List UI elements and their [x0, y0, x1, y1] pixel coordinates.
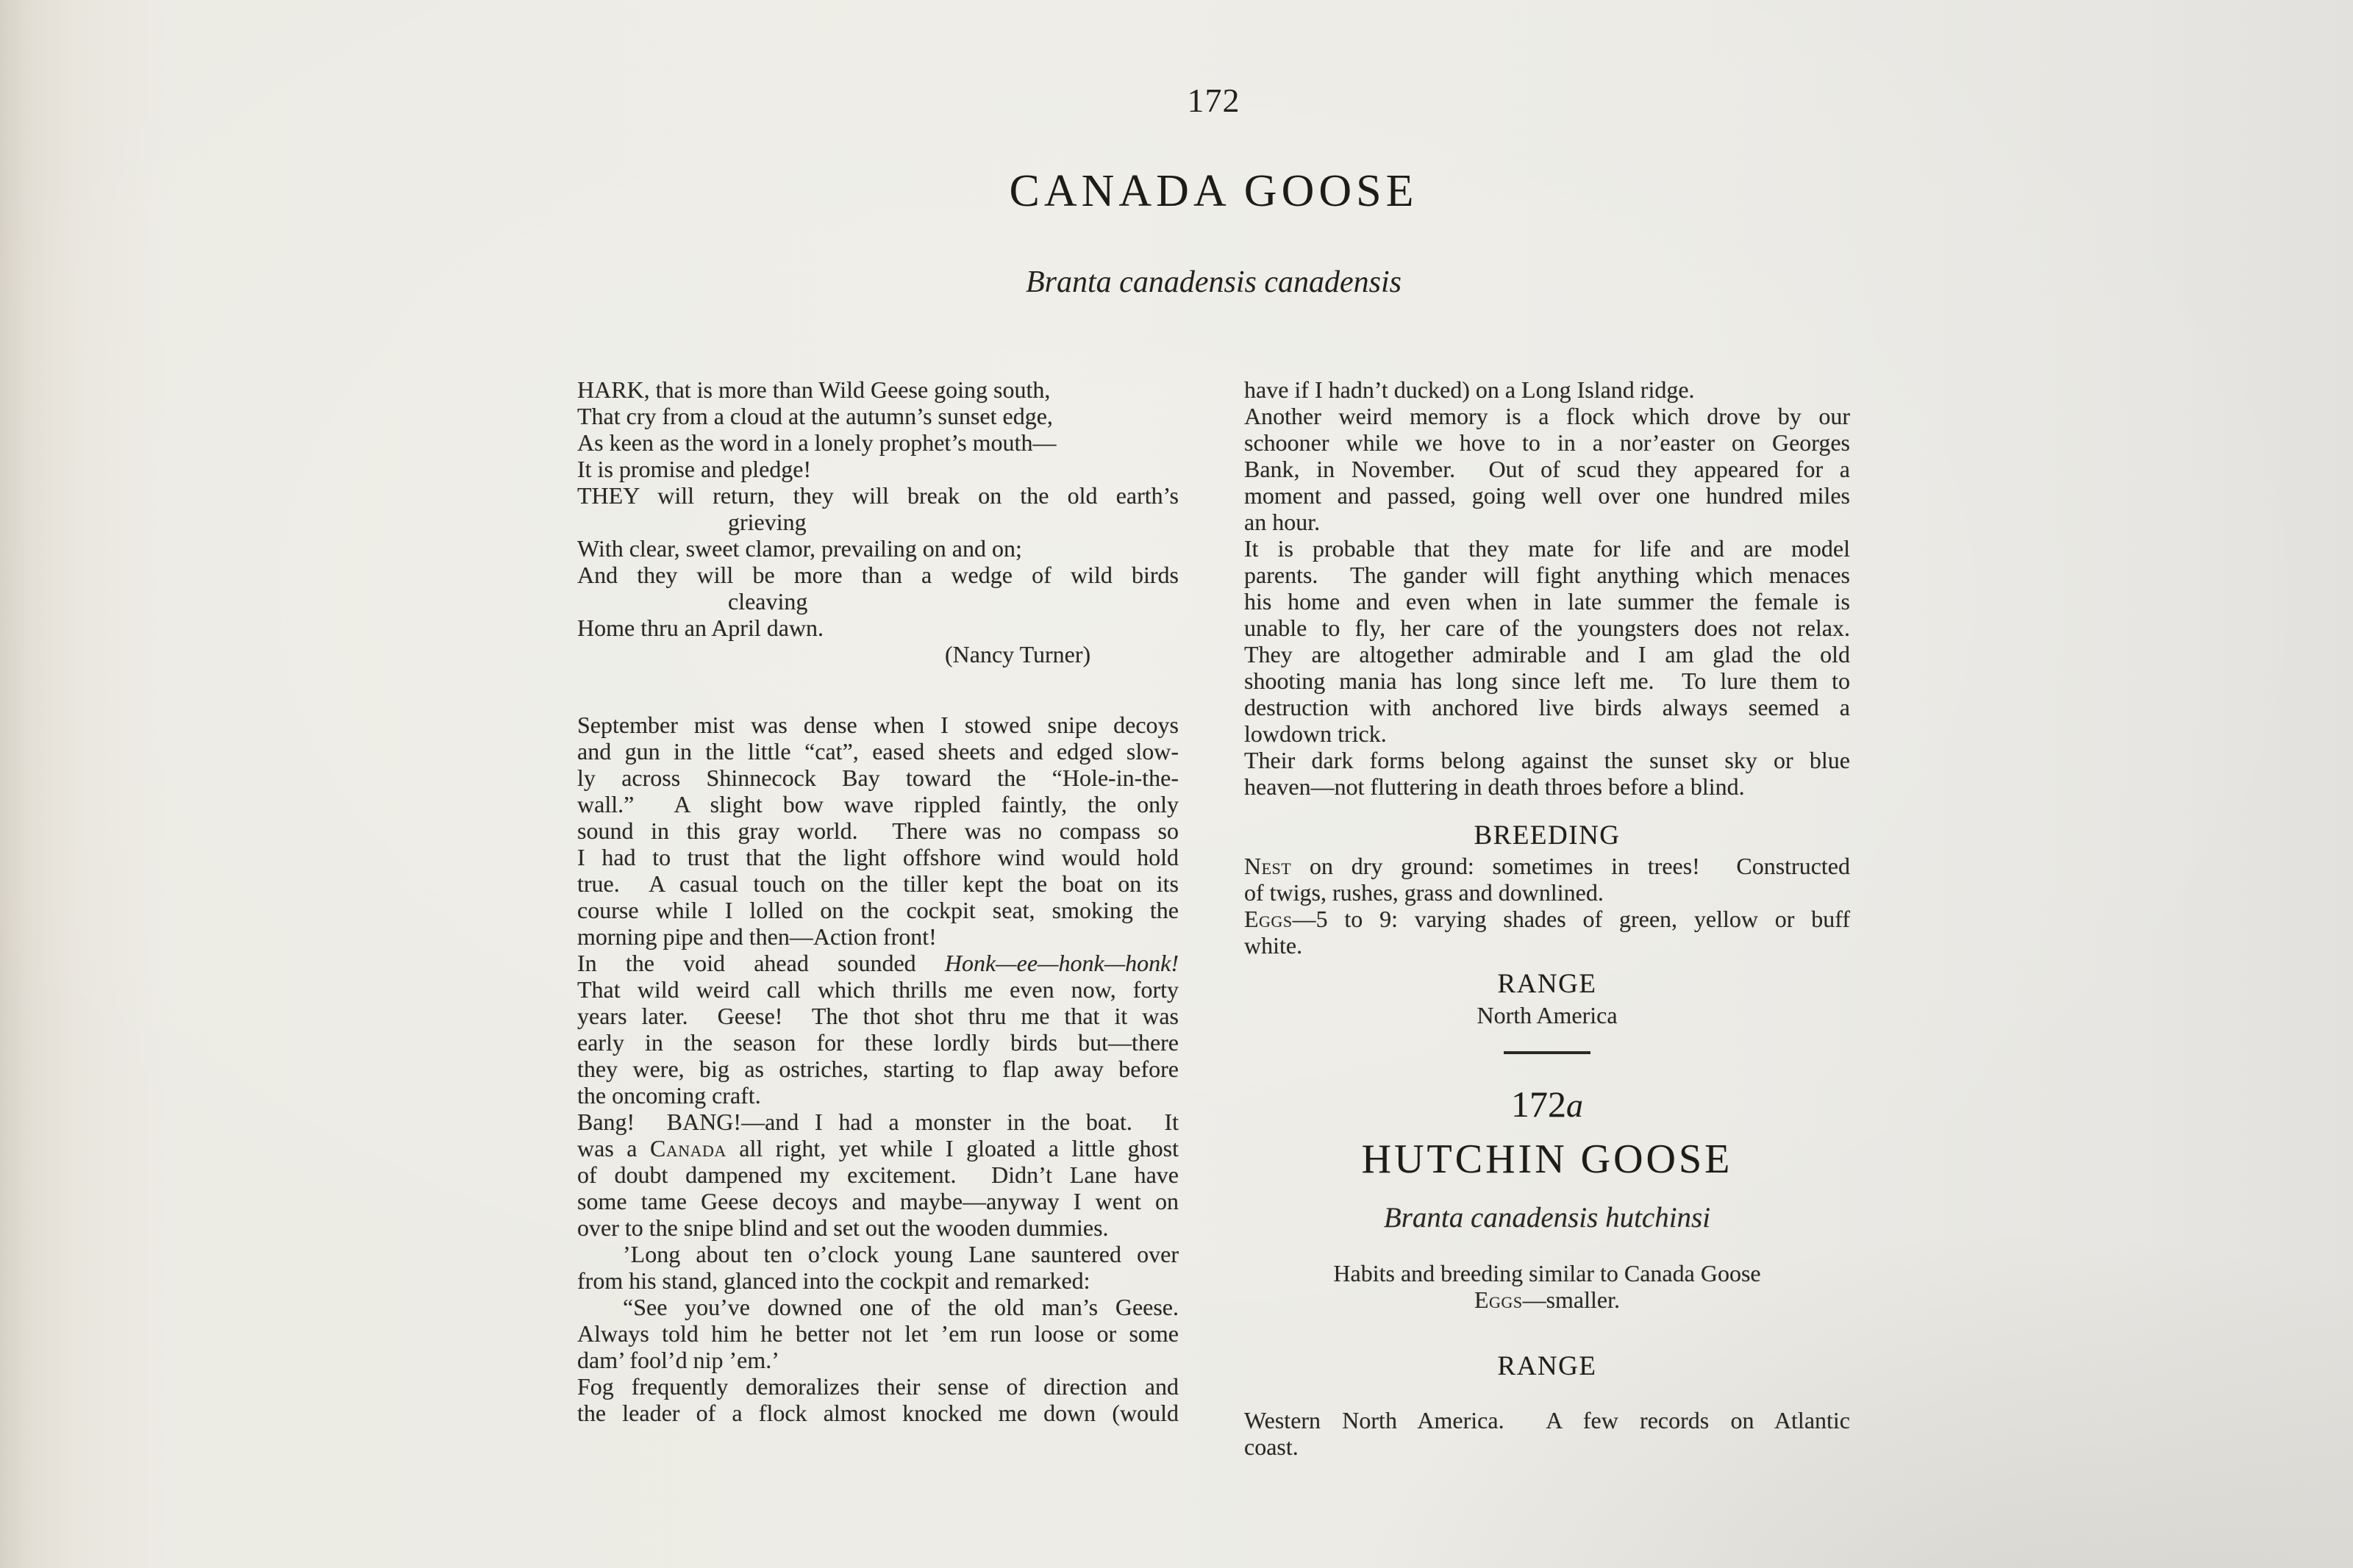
text-line: moment and passed, going well over one hundred miles	[1244, 482, 1850, 509]
hutchin-title: HUTCHIN GOOSE	[1361, 1136, 1733, 1182]
text-line: I had to trust that the light offshore wind would hold	[577, 844, 1179, 870]
text-line: Eggs—5 to 9: varying shades of green, yellow or buff	[1244, 906, 1850, 932]
text-line: course while I lolled on the cockpit seat, smoking the	[577, 897, 1179, 923]
text-line: heaven—not fluttering in death throes before a blind.	[1244, 773, 1745, 800]
paragraph	[1244, 1407, 1850, 1460]
paragraph	[1244, 535, 1850, 747]
text-line: THEY will return, they will break on the old earth’s	[577, 482, 1179, 509]
text-line: Nest on dry ground: sometimes in trees! Constructed	[1244, 853, 1850, 879]
text-line: his home and even when in late summer the female is	[1244, 588, 1850, 615]
paragraph	[1244, 906, 1850, 959]
hutchin-range-text	[1244, 1407, 1850, 1460]
text-line: (Nancy Turner)	[945, 641, 1091, 667]
text-line: ly across Shinnecock Bay toward the “Hole-in-the-	[577, 765, 1179, 791]
text-line: In the void ahead sounded Honk—ee—honk—honk!	[577, 950, 1179, 976]
text-line: years later. Geese! The thot shot thru me that it was	[577, 1003, 1179, 1029]
text-line: sound in this gray world. There was no compass so	[577, 817, 1179, 844]
text-line: destruction with anchored live birds always seemed a	[1244, 694, 1850, 720]
hutchin-number-suffix: a	[1566, 1086, 1583, 1124]
text-line: Home thru an April dawn.	[577, 615, 824, 641]
text-line: Another weird memory is a flock which drove by our	[1244, 403, 1850, 429]
text-line: of doubt dampened my excitement. Didn’t Lane have	[577, 1161, 1179, 1188]
text-line: unable to fly, her care of the youngsters does not relax.	[1244, 615, 1850, 641]
breeding-heading: BREEDING	[1474, 820, 1621, 851]
paragraph	[577, 1373, 1179, 1426]
text-line: As keen as the word in a lonely prophet’s mouth—	[577, 429, 1057, 456]
text-line: September mist was dense when I stowed snipe decoys	[577, 712, 1179, 738]
text-line: shooting mania has long since left me. To lure them to	[1244, 667, 1850, 694]
text-line: was a Canada all right, yet while I gloated a little ghost	[577, 1135, 1179, 1161]
hutchin-number	[1244, 1084, 1850, 1126]
text-line: they were, big as ostriches, starting to flap away before	[577, 1056, 1179, 1082]
range-heading: RANGE	[1497, 969, 1597, 999]
hutchin-range-heading: RANGE	[1497, 1351, 1597, 1381]
text-line: schooner while we hove to in a nor’easter on Georges	[1244, 429, 1850, 456]
text-line: ’Long about ten o’clock young Lane sauntered over	[623, 1241, 1179, 1267]
text-line: Bang! BANG!—and I had a monster in the boat. It	[577, 1109, 1179, 1135]
hutchin-number-digits: 172	[1511, 1084, 1566, 1125]
text-line: That cry from a cloud at the autumn’s sunset edge,	[577, 403, 1053, 429]
range-text: North America	[1477, 1002, 1618, 1028]
text-line: Always told him he better not let ’em run loose or some	[577, 1320, 1179, 1347]
paragraph	[1244, 376, 1850, 403]
hutchin-latin-name: Branta canadensis hutchinsi	[1383, 1202, 1711, 1234]
text-line: “See you’ve downed one of the old man’s Geese.	[623, 1294, 1179, 1320]
paragraph	[577, 1109, 1179, 1241]
text-line: and gun in the little “cat”, eased sheets and edged slow-	[577, 738, 1179, 765]
text-line: true. A casual touch on the tiller kept the boat on its	[577, 870, 1179, 897]
text-line: That wild weird call which thrills me even now, forty	[577, 976, 1179, 1003]
text-line: the oncoming craft.	[577, 1082, 761, 1109]
breeding-text	[1244, 853, 1850, 959]
text-line: have if I hadn’t ducked) on a Long Island ridge.	[1244, 376, 1695, 403]
divider-rule	[1504, 1051, 1590, 1054]
text-line: And they will be more than a wedge of wild birds	[577, 562, 1179, 588]
paragraph	[1244, 747, 1850, 800]
right-column	[1244, 376, 1850, 1460]
text-line: morning pipe and then—Action front!	[577, 923, 937, 950]
paragraph	[577, 950, 1179, 1109]
text-line: Western North America. A few records on Atlantic	[1244, 1407, 1850, 1433]
text-line: some tame Geese decoys and maybe—anyway I went on	[577, 1188, 1179, 1214]
left-column	[577, 376, 1179, 1426]
paragraph	[577, 712, 1179, 950]
page-number: 172	[1187, 82, 1240, 119]
text-line: HARK, that is more than Wild Geese going south,	[577, 376, 1051, 403]
text-line: coast.	[1244, 1433, 1299, 1460]
paragraph	[1244, 403, 1850, 535]
species-latin-name: Branta canadensis canadensis	[1026, 265, 1402, 299]
text-line: white.	[1244, 932, 1303, 959]
text-line: dam’ fool’d nip ’em.’	[577, 1347, 779, 1373]
text-line: lowdown trick.	[1244, 720, 1387, 747]
text-line: grieving	[728, 509, 807, 535]
text-line: over to the snipe blind and set out the wooden dummies.	[577, 1214, 1109, 1241]
text-line: wall.” A slight bow wave rippled faintly, the only	[577, 791, 1179, 817]
text-line: early in the season for these lordly birds but—there	[577, 1029, 1179, 1056]
text-line: They are altogether admirable and I am glad the old	[1244, 641, 1850, 667]
text-line: It is probable that they mate for life and are model	[1244, 535, 1850, 562]
text-line: Bank, in November. Out of scud they appeared for a	[1244, 456, 1850, 482]
text-line: Fog frequently demoralizes their sense of direction and	[577, 1373, 1179, 1400]
text-line: of twigs, rushes, grass and downlined.	[1244, 879, 1604, 906]
paragraph	[1244, 853, 1850, 906]
paragraph	[577, 1241, 1179, 1294]
text-line: an hour.	[1244, 509, 1321, 535]
text-line: parents. The gander will fight anything which menaces	[1244, 562, 1850, 588]
left-column-paragraphs	[577, 712, 1179, 1426]
text-line: cleaving	[728, 588, 808, 615]
paragraph	[577, 1294, 1179, 1373]
text-line: from his stand, glanced into the cockpit and remarked:	[577, 1267, 1090, 1294]
text-line: Their dark forms belong against the sunset sky or blue	[1244, 747, 1850, 773]
hutchin-habits-text: Habits and breeding similar to Canada Goose	[1333, 1260, 1761, 1286]
right-column-paragraphs	[1244, 376, 1850, 800]
poem	[577, 376, 1179, 667]
text-line: the leader of a flock almost knocked me down (would	[577, 1400, 1179, 1426]
text-line: With clear, sweet clamor, prevailing on and on;	[577, 535, 1022, 562]
page-title: CANADA GOOSE	[1009, 166, 1418, 216]
text-line: It is promise and pledge!	[577, 456, 812, 482]
hutchin-eggs-text: Eggs—smaller.	[1474, 1286, 1620, 1313]
